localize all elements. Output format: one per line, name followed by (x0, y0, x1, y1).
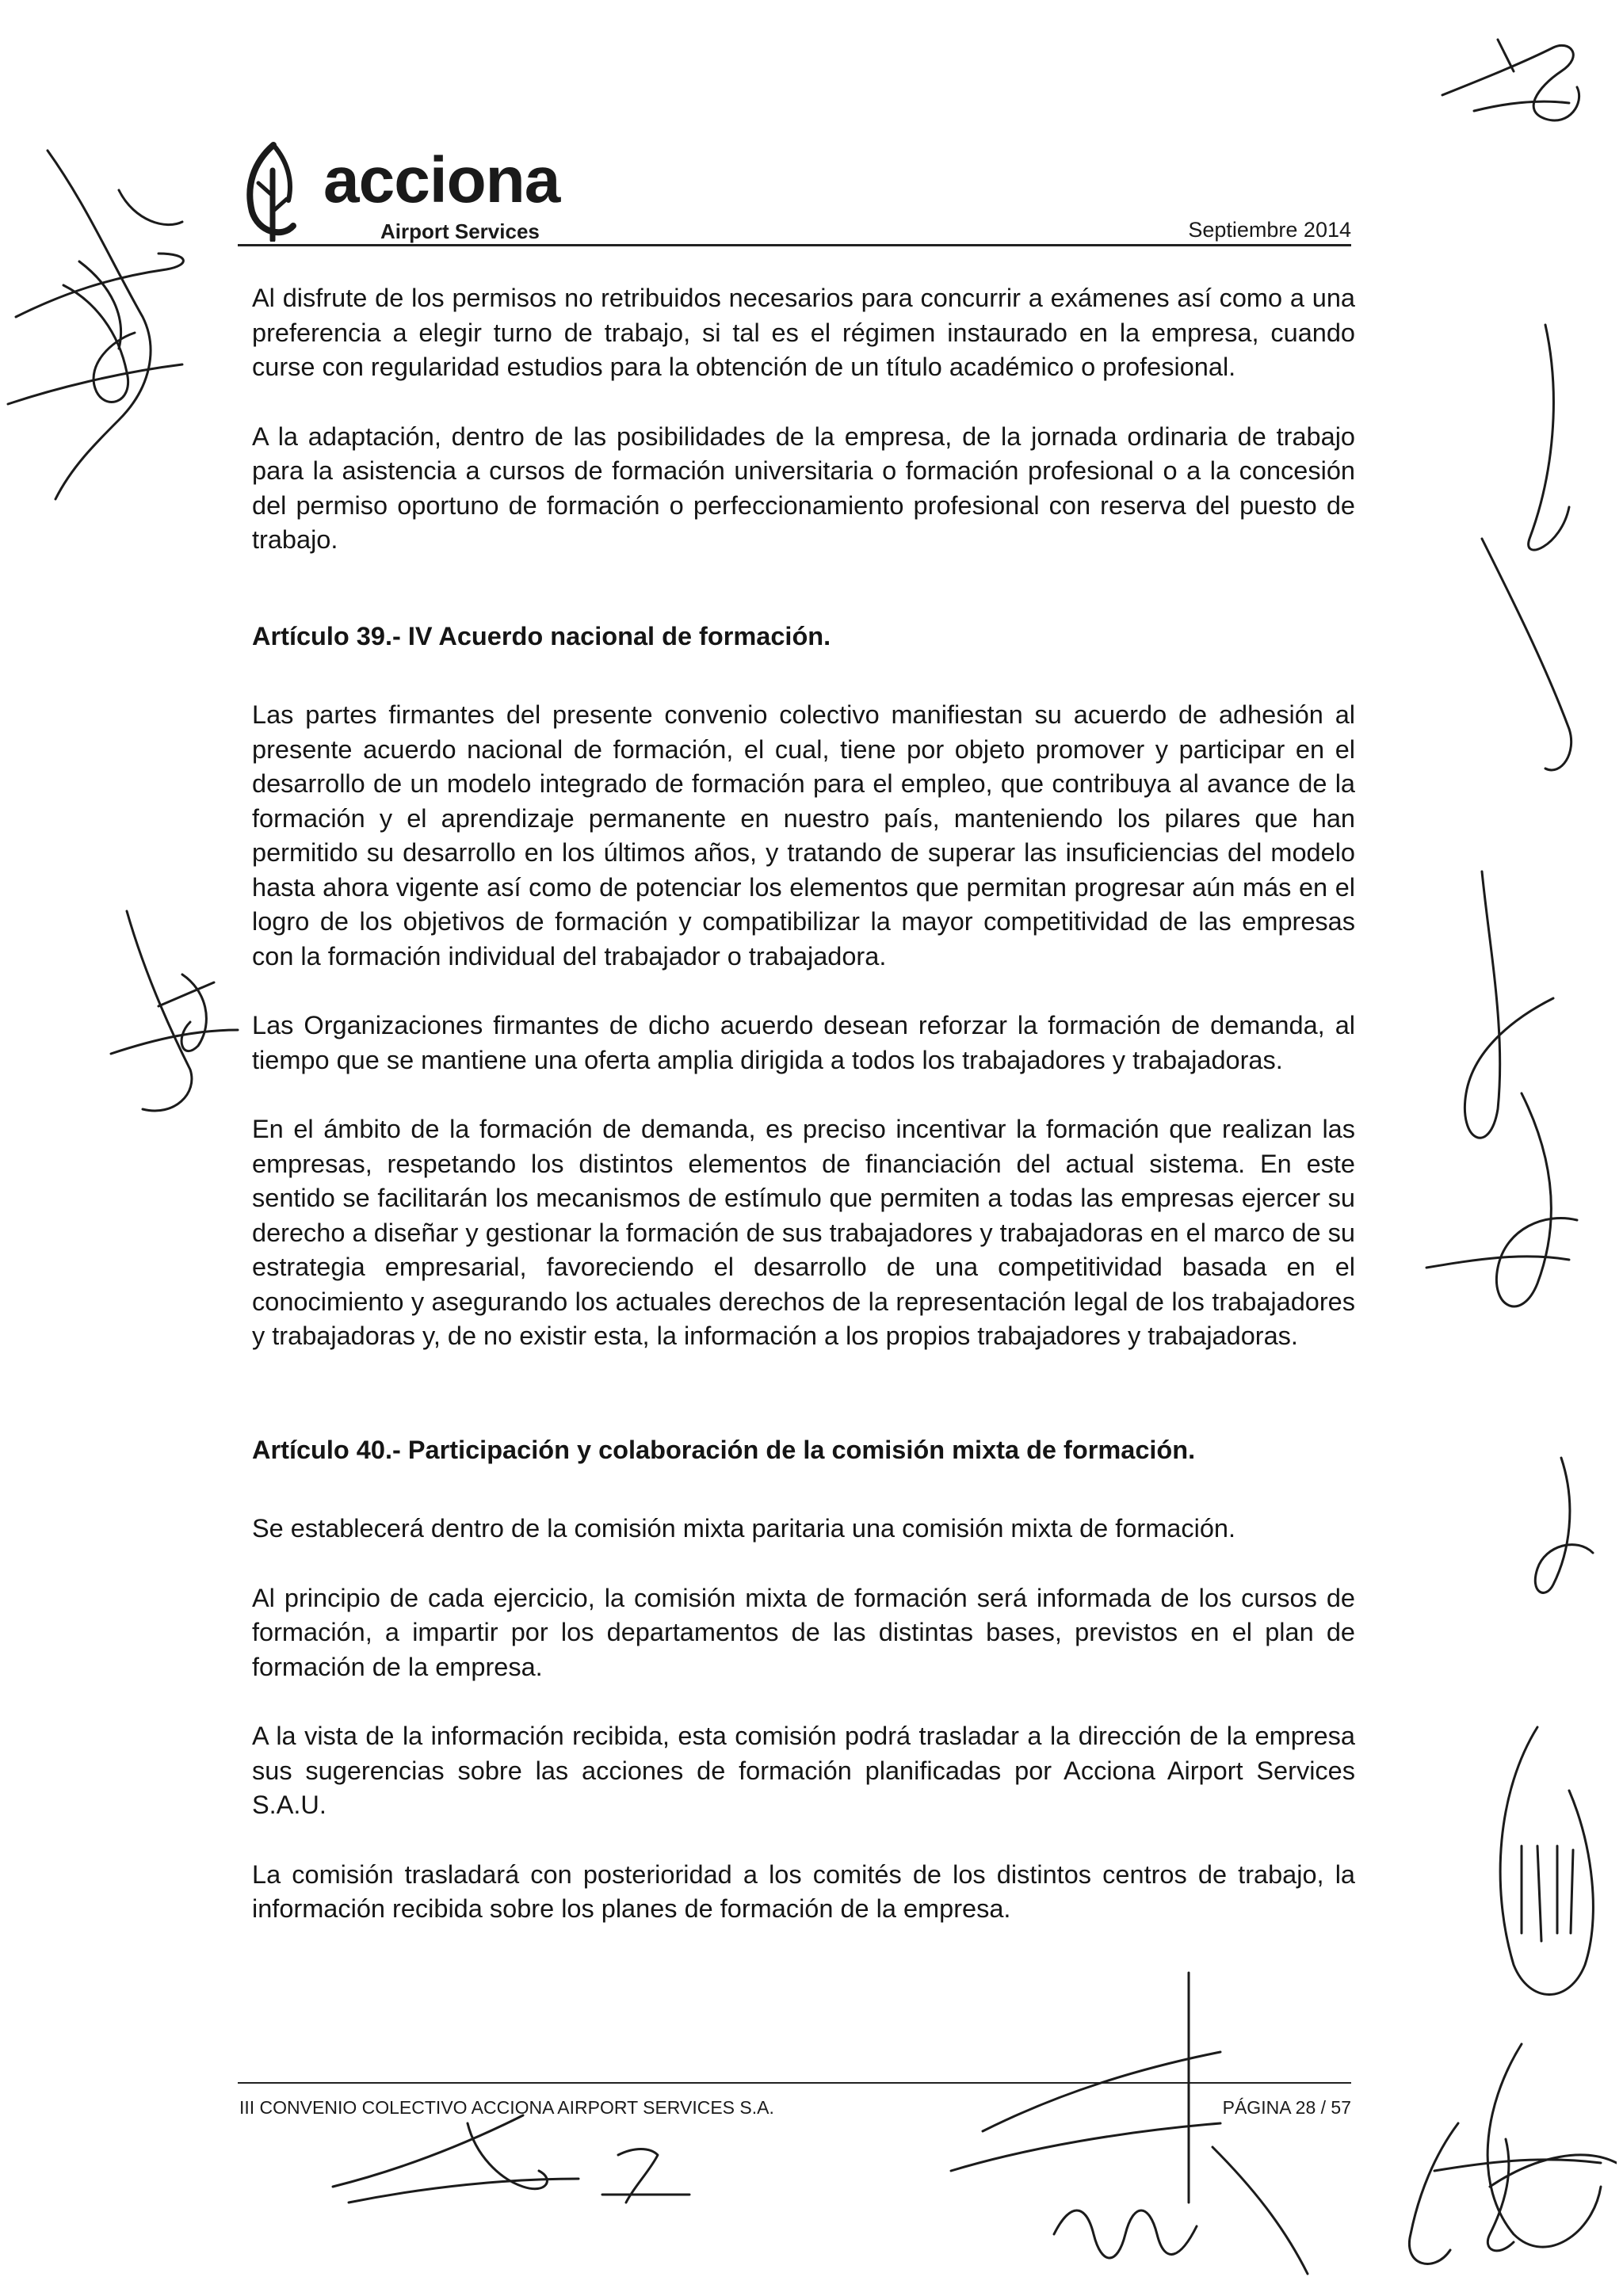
logo-subtitle: Airport Services (380, 219, 540, 243)
logo-wordmark: acciona (323, 144, 560, 216)
paragraph-formacion-demanda: En el ámbito de la formación de demanda, es preciso incentivar la formación que realizan las empresas, respetando los distintos elementos de financiación del actual sistema. En este sentido se facilitarán los mecanismos de estímulo que permiten a todas las empresas ejercer su derecho a diseñar y gestionar la formación de sus trabajadores y trabajadoras en el marco de su estrategia empresarial, favoreciendo el desarrollo de una competitividad basada en el conocimiento y asegurando los actuales derechos de la representación legal de los trabajadores y trabajadoras y, de no existir esta, la información a los propios trabajadores y trabajadoras. (252, 1115, 1355, 1350)
article-39-heading: Artículo 39.- IV Acuerdo nacional de formación. (252, 621, 831, 650)
signature-footer-center (935, 1965, 1379, 2282)
header-divider (238, 244, 1351, 246)
article-40-heading: Artículo 40.- Participación y colaboración de la comisión mixta de formación. (252, 1435, 1196, 1464)
signature-left-middle (95, 895, 254, 1133)
document-body (252, 281, 1355, 1962)
paragraph-adaptacion: A la adaptación, dentro de las posibilidades de la empresa, de la jornada ordinaria de trabajo para la asistencia a cursos de formación universitaria o formación profesional o a la concesión del permiso oportuno de formación o perfeccionamiento profesional con reserva del puesto de trabajo. (252, 421, 1355, 554)
paragraph-principio-ejercicio: Al principio de cada ejercicio, la comisión mixta de formación será informada de los cursos de formación, a impartir por los departamentos de las distintas bases, previstos en el plan de formación de la empresa. (252, 1583, 1355, 1681)
footer-document-title: III CONVENIO COLECTIVO ACCIONA AIRPORT SERVICES S.A. (239, 2097, 774, 2118)
paragraph-comision-traslada: La comisión trasladará con posterioridad a los comités de los distintos centros de trabajo, la información recibida sobre los planes de formación de la empresa. (252, 1859, 1355, 1923)
page-header (238, 139, 1351, 250)
paragraph-organizaciones: Las Organizaciones firmantes de dicho acuerdo desean reforzar la formación de demanda, al tiempo que se mantiene una oferta amplia dirigida a todos los trabajadores y trabajadoras. (252, 1011, 1355, 1074)
paragraph-vista-informacion: A la vista de la información recibida, esta comisión podrá trasladar a la dirección de la empresa sus sugerencias sobre las acciones de formación planificadas por Acciona Airport Services S.A.U. (252, 1722, 1355, 1819)
paragraph-adhesion: Las partes firmantes del presente convenio colectivo manifiestan su acuerdo de adhesión al presente acuerdo nacional de formación, el cual, tiene por objeto promover y participar en el desarrollo de un modelo integrado de formación para el empleo, que contribuya al avance de la formación y el aprendizaje permanente en nuestro país, manteniendo los pilares que han permitido su desarrollo en los últimos años, y tratando de superar las insuficiencias del modelo hasta ahora vigente así como de potenciar los elementos que permitan progresar aún más en el logro de los objetivos de formación y compatibilizar la mayor competitividad de las empresas con la formación individual del trabajador o trabajadora. (252, 700, 1355, 971)
signature-right-column (1363, 301, 1617, 2282)
acciona-logo-icon (238, 139, 309, 242)
signature-footer-right (1347, 2076, 1623, 2282)
signature-top-right (1426, 24, 1601, 166)
signature-top-left (0, 135, 238, 547)
paragraph-comision-mixta: Se establecerá dentro de la comisión mixta paritaria una comisión mixta de formación. (252, 1514, 1236, 1543)
header-date: Septiembre 2014 (1188, 218, 1351, 242)
footer-divider (238, 2082, 1351, 2084)
paragraph-permisos: Al disfrute de los permisos no retribuidos necesarios para concurrir a exámenes así como a una preferencia a elegir turno de trabajo, si tal es el régimen instaurado en la empresa, cuando curse con regularidad estudios para la obtención de un título académico o profesional. (252, 284, 1355, 381)
page-number: PÁGINA 28 / 57 (1222, 2097, 1351, 2118)
